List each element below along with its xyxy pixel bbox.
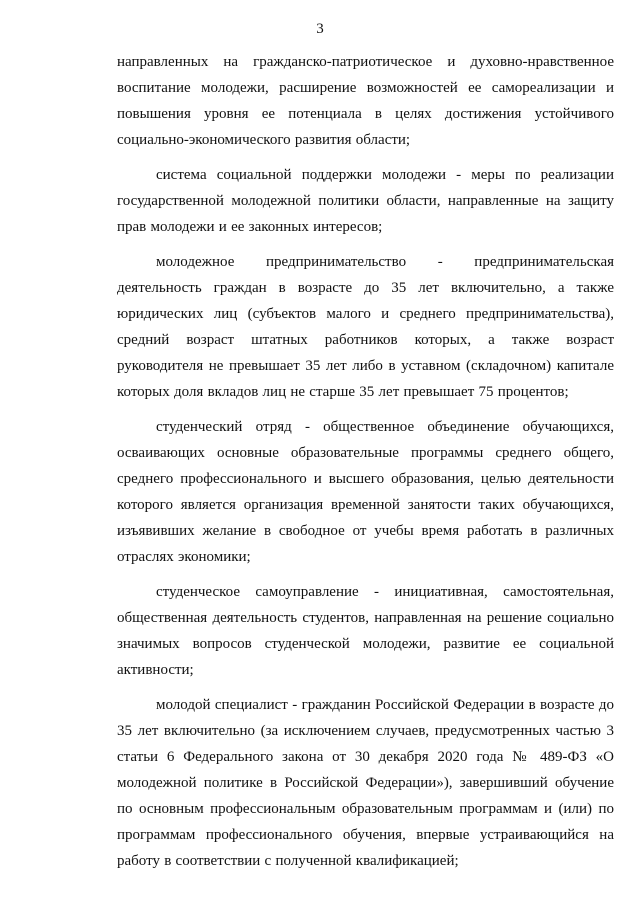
paragraph-definition-student-detachment: студенческий отряд - общественное объединение обучающихся, осваивающих основные образовательные программы среднего общего, среднего профессионального и высшего образования, целью деятельности которого является организация временной занятости таких обучающихся, изъявивших желание в свободное от учебы время работать в различных отраслях экономики; [117, 419, 614, 565]
document-body [117, 49, 614, 874]
paragraph-definition-youth-entrepreneurship: молодежное предпринимательство - предпринимательская деятельность граждан в возрасте до 35 лет включительно, а также юридических лиц (субъектов малого и среднего предпринимательства), средний возраст штатных работников которых, а также возраст руководителя не превышает 35 лет либо в уставном (складочном) капитале которых доля вкладов лиц не старше 35 лет превышает 75 процентов; [117, 254, 614, 400]
paragraph-definition-young-specialist: молодой специалист - гражданин Российской Федерации в возрасте до 35 лет включительно (за исключением случаев, предусмотренных частью 3 статьи 6 Федерального закона от 30 декабря 2020 года № 489-ФЗ «О молодежной политике в Российской Федерации»), завершивший обучение по основным профессиональным образовательным программам и (или) по программам профессионального обучения, впервые устраивающийся на работу в соответствии с полученной квалификацией; [117, 697, 614, 869]
paragraph-definition-continuation: направленных на гражданско-патриотическое и духовно-нравственное воспитание молодежи, расширение возможностей ее самореализации и повышения уровня ее потенциала в целях достижения устойчивого социально-экономического развития области; [117, 54, 614, 148]
paragraph-definition-student-self-government: студенческое самоуправление - инициативная, самостоятельная, общественная деятельность студентов, направленная на решение социально значимых вопросов студенческой молодежи, развитие ее социальной активности; [117, 584, 614, 678]
page-number: 3 [316, 21, 324, 37]
paragraph-definition-social-support: система социальной поддержки молодежи - меры по реализации государственной молодежной политики области, направленные на защиту прав молодежи и ее законных интересов; [117, 167, 614, 235]
